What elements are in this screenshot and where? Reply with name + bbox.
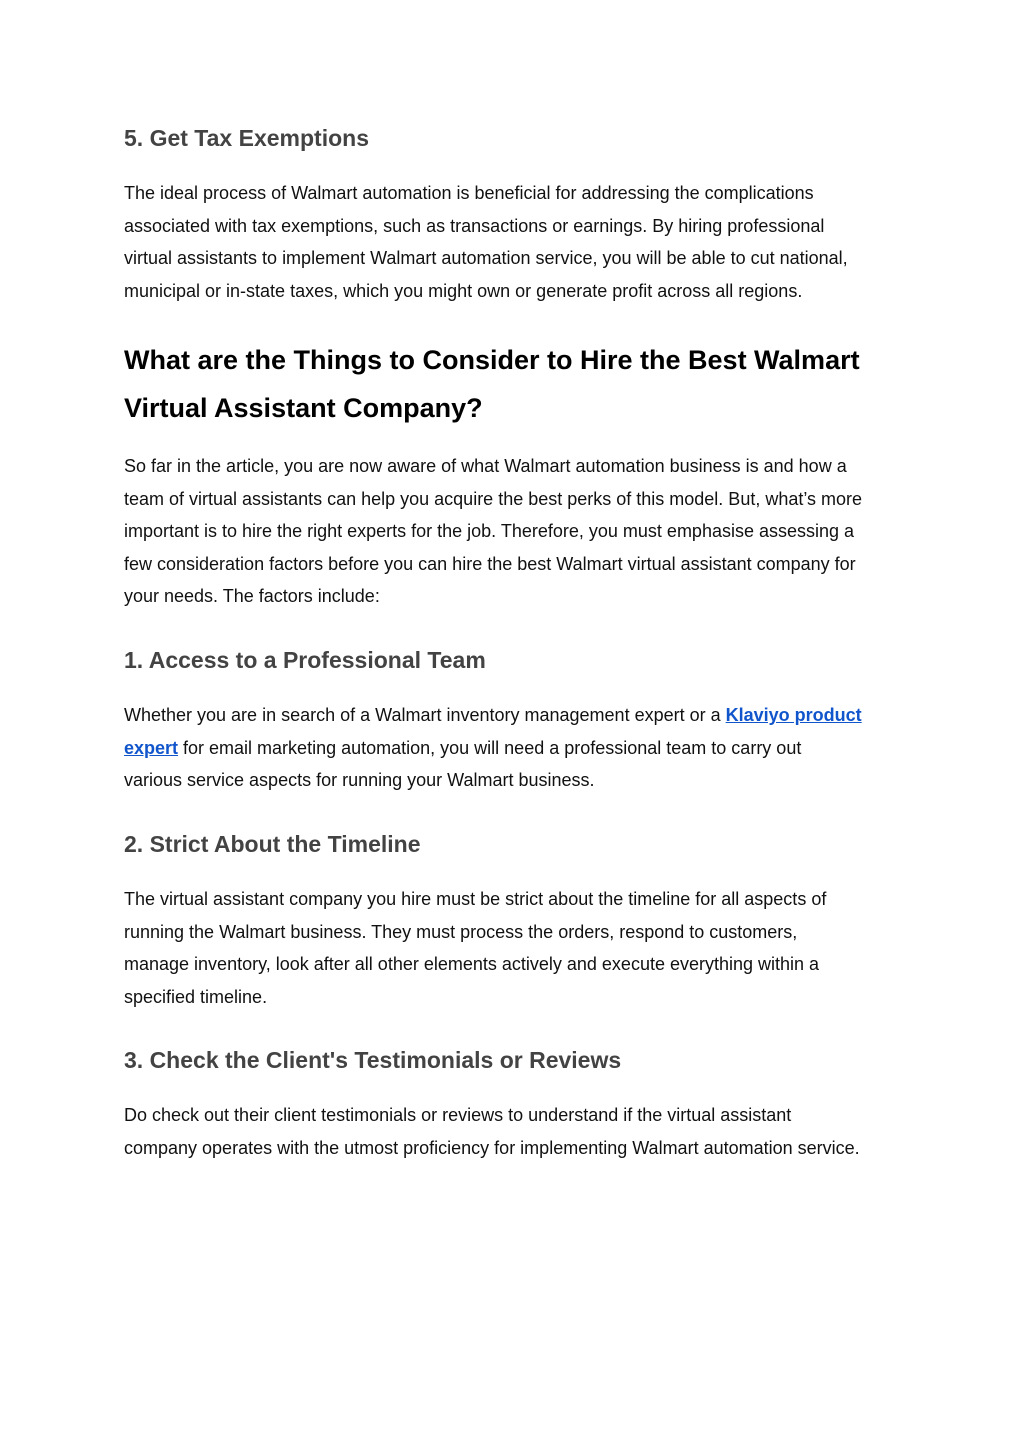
text-line: virtual assistants to implement Walmart automation service, you will be able to cut national, <box>124 248 848 269</box>
text-line: associated with tax exemptions, such as transactions or earnings. By hiring professional <box>124 215 825 236</box>
text-line <box>124 732 906 765</box>
klaviyo-product-expert-link[interactable]: expert <box>124 737 179 758</box>
text-line: municipal or in-state taxes, which you might own or generate profit across all regions. <box>124 280 803 301</box>
heading-things-to-consider <box>124 336 906 432</box>
heading-line: Virtual Assistant Company? <box>124 393 483 423</box>
text-line: The virtual assistant company you hire must be strict about the timeline for all aspects of <box>124 889 827 909</box>
text-line: your needs. The factors include: <box>124 586 380 607</box>
text-line: important is to hire the right experts for the job. Therefore, you must emphasise assessing a <box>124 521 855 542</box>
heading-line: What are the Things to Consider to Hire the Best Walmart <box>124 345 860 375</box>
heading-get-tax-exemptions: 5. Get Tax Exemptions <box>124 125 369 151</box>
heading-strict-timeline: 2. Strict About the Timeline <box>124 831 421 857</box>
text-segment: for email marketing automation, you will need a professional team to carry out <box>178 737 802 758</box>
text-segment: Whether you are in search of a Walmart inventory management expert or a <box>124 705 726 725</box>
text-line <box>124 699 906 732</box>
text-line: The ideal process of Walmart automation is beneficial for addressing the complications <box>124 183 814 203</box>
paragraph-tax-exemptions <box>124 177 906 307</box>
heading-access-professional-team: 1. Access to a Professional Team <box>124 647 486 673</box>
heading-client-testimonials: 3. Check the Client's Testimonials or Reviews <box>124 1047 622 1073</box>
text-line: Do check out their client testimonials or reviews to understand if the virtual assistant <box>124 1105 792 1125</box>
paragraph-access-professional-team <box>124 699 906 797</box>
text-line: various service aspects for running your Walmart business. <box>124 770 595 791</box>
klaviyo-product-expert-link[interactable]: Klaviyo product <box>725 705 862 725</box>
paragraph-client-testimonials <box>124 1099 906 1164</box>
text-line: team of virtual assistants can help you acquire the best perks of this model. But, what’s more <box>124 488 863 509</box>
text-line: running the Walmart business. They must process the orders, respond to customers, <box>124 921 798 942</box>
paragraph-strict-timeline <box>124 883 906 1013</box>
text-line: company operates with the utmost proficiency for implementing Walmart automation service. <box>124 1137 860 1158</box>
text-line: manage inventory, look after all other elements actively and execute everything within a <box>124 954 820 975</box>
text-line: specified timeline. <box>124 986 268 1007</box>
text-line: few consideration factors before you can hire the best Walmart virtual assistant company for <box>124 553 856 574</box>
paragraph-things-to-consider <box>124 450 906 613</box>
text-line: So far in the article, you are now aware of what Walmart automation business is and how a <box>124 456 847 476</box>
